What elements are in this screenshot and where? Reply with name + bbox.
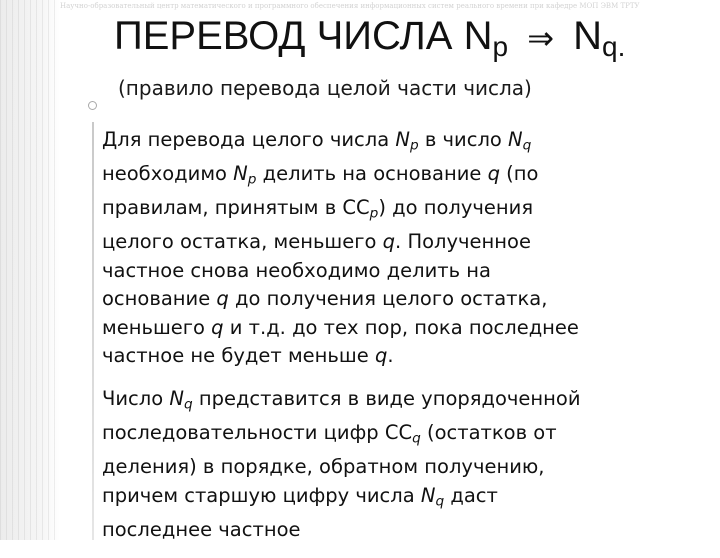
text-run: последовательности цифр СС bbox=[102, 420, 413, 444]
variable: N bbox=[420, 483, 436, 507]
text-run: представится в виде упорядоченной bbox=[192, 386, 581, 410]
subtitle: (правило перевода целой части числа) bbox=[118, 76, 532, 100]
text-run: до получения целого остатка, bbox=[228, 287, 548, 311]
text-line bbox=[102, 160, 702, 194]
text-run: частное не будет меньше bbox=[102, 344, 375, 368]
text-run: . Полученное bbox=[395, 230, 531, 253]
text-run: Для перевода целого числа bbox=[102, 128, 396, 151]
variable: N bbox=[395, 128, 410, 151]
text-line bbox=[102, 228, 702, 257]
text-line bbox=[102, 126, 702, 160]
text-run: даст bbox=[444, 483, 498, 507]
text-line bbox=[102, 419, 702, 453]
arrow-icon: ⇒ bbox=[527, 19, 554, 57]
title-n2: N bbox=[573, 14, 603, 58]
variable: q bbox=[374, 344, 388, 368]
variable-sub: p bbox=[247, 171, 257, 188]
text-line bbox=[102, 482, 702, 516]
variable: q bbox=[216, 287, 229, 311]
body-text bbox=[102, 126, 702, 558]
decorative-circle-icon bbox=[88, 101, 97, 110]
variable: q bbox=[382, 230, 396, 253]
text-run: (остатков от bbox=[420, 420, 557, 444]
text-run: причем старшую цифру числа bbox=[102, 483, 421, 507]
text-line: деления) в порядке, обратном получению, bbox=[102, 454, 545, 478]
text-run: ) до получения bbox=[378, 196, 534, 219]
text-line: последнее частное bbox=[102, 517, 301, 541]
text-run: делить на основание bbox=[256, 162, 488, 185]
text-run: (по bbox=[499, 162, 539, 185]
variable-sub: q bbox=[522, 137, 532, 154]
page-title bbox=[114, 14, 625, 63]
variable: N bbox=[508, 128, 523, 151]
title-sub-p: p bbox=[492, 31, 509, 62]
text-run: правилам, принятым в СС bbox=[102, 196, 370, 219]
variable-sub: q bbox=[183, 396, 193, 413]
watermark: Научно-образовательный центр математического и программного обеспечения информационных систем реального времени при кафедре МОП ЭВМ ТРТУ bbox=[60, 2, 640, 10]
text-run: необходимо bbox=[102, 162, 234, 185]
text-run: основание bbox=[102, 287, 217, 311]
text-run: в число bbox=[418, 128, 509, 151]
variable-sub: p bbox=[409, 137, 419, 154]
variable-sub: q bbox=[412, 430, 421, 447]
paragraph-1 bbox=[102, 126, 702, 371]
text-run: и т.д. до тех пор, пока последнее bbox=[223, 315, 579, 339]
decorative-left-stripe bbox=[0, 0, 60, 540]
text-line bbox=[102, 385, 702, 419]
text-run: меньшего bbox=[102, 315, 212, 339]
variable-sub: q bbox=[435, 492, 445, 509]
text-run: целого остатка, меньшего bbox=[102, 230, 383, 253]
title-sub-q: q. bbox=[602, 31, 626, 62]
variable: N bbox=[169, 386, 184, 410]
text-line bbox=[102, 285, 702, 314]
text-line bbox=[102, 194, 702, 228]
text-line: частное снова необходимо делить на bbox=[102, 258, 492, 282]
decorative-vertical-rule bbox=[92, 122, 94, 540]
text-run: Число bbox=[102, 386, 170, 410]
variable: q bbox=[487, 162, 500, 185]
variable: q bbox=[211, 315, 224, 339]
variable: N bbox=[233, 162, 248, 185]
title-text: ПЕРЕВОД ЧИСЛА N bbox=[114, 14, 493, 58]
text-line bbox=[102, 314, 702, 343]
paragraph-2 bbox=[102, 385, 702, 544]
variable-sub: p bbox=[369, 205, 379, 222]
text-run: . bbox=[387, 344, 394, 368]
text-line bbox=[102, 342, 702, 371]
